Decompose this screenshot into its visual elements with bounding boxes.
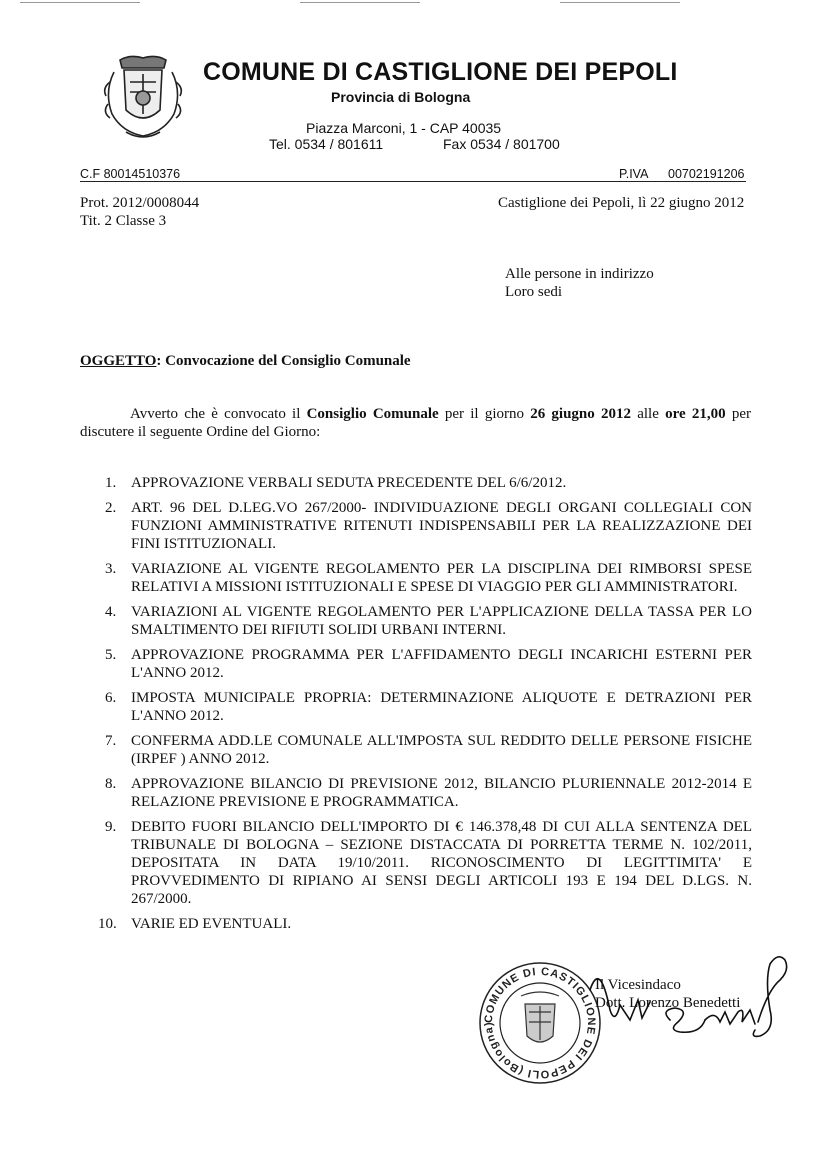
meeting-date: 26 giugno 2012 [530, 406, 631, 422]
intro-paragraph [80, 405, 751, 441]
subject-line [80, 353, 411, 370]
fiscal-code: C.F 80014510376 [80, 167, 181, 181]
agenda-item [80, 775, 752, 811]
recipient-line-1: Alle persone in indirizzo [505, 266, 654, 282]
agenda-number: 10. [98, 916, 117, 932]
agenda-list [80, 474, 752, 940]
agenda-item [80, 689, 752, 725]
agenda-number: 7. [105, 733, 117, 749]
intro-council: Consiglio Comunale [306, 406, 439, 422]
intro-text: per il giorno [438, 406, 531, 422]
agenda-number: 3. [105, 561, 117, 577]
protocol-number: Prot. 2012/0008044 [80, 195, 200, 211]
signatory-role: Il Vicesindaco [595, 977, 681, 993]
fax-number: Fax 0534 / 801700 [443, 136, 560, 152]
stamp-lettering: COMUNE DI CASTIGLIONE DEI PEPOLI (Bologna) [482, 965, 598, 1081]
agenda-number: 9. [105, 819, 117, 835]
province-name: Provincia di Bologna [331, 89, 471, 105]
agenda-text: APPROVAZIONE VERBALI SEDUTA PRECEDENTE DEL 6/6/2012. [131, 475, 567, 491]
agenda-number: 2. [105, 500, 117, 516]
agenda-item [80, 818, 752, 908]
scan-edge-mid [300, 2, 420, 3]
agenda-text: CONFERMA ADD.LE COMUNALE ALL'IMPOSTA SUL REDDITO DELLE PERSONE FISICHE (IRPEF ) ANNO 2012. [131, 733, 752, 767]
meeting-time: ore 21,00 [665, 406, 726, 422]
agenda-text: ART. 96 DEL D.LEG.VO 267/2000- INDIVIDUAZIONE DEGLI ORGANI COLLEGIALI CON FUNZIONI AMMINISTRATIVE RITENUTI INDISPENSABILI PER LA REALIZZAZIONE DEI FINI ISTITUZIONALI. [131, 500, 752, 552]
agenda-number: 6. [105, 690, 117, 706]
agenda-number: 1. [105, 475, 117, 491]
classification: Tit. 2 Classe 3 [80, 213, 167, 229]
municipality-title: COMUNE DI CASTIGLIONE DEI PEPOLI [203, 58, 678, 86]
subject-label: OGGETTO [80, 353, 157, 369]
agenda-text: APPROVAZIONE PROGRAMMA PER L'AFFIDAMENTO DEGLI INCARICHI ESTERNI PER L'ANNO 2012. [131, 647, 752, 681]
agenda-number: 5. [105, 647, 117, 663]
agenda-text: DEBITO FUORI BILANCIO DELL'IMPORTO DI € 146.378,48 DI CUI ALLA SENTENZA DEL TRIBUNALE DI BOLOGNA – SEZIONE DISTACCATA DI PORRETTA TERME N. 102/2011, DEPOSITATA IN DATA 19/10/2011. RICONOSCIMENTO DI LEGITTIMITA' E PROVVEDIMENTO DI RIPIANO AI SENSI DEGLI ARTICOLI 193 E 194 DEL D.LGS. N. 267/2000. [131, 819, 752, 907]
place-date: Castiglione dei Pepoli, lì 22 giugno 2012 [498, 195, 745, 211]
recipient-line-2: Loro sedi [505, 284, 563, 300]
vat-label: P.IVA [619, 167, 649, 181]
agenda-number: 4. [105, 604, 117, 620]
scan-edge-right [560, 2, 680, 3]
agenda-item [80, 499, 752, 553]
vat-number: 00702191206 [668, 167, 745, 181]
intro-text: per discutere il seguente Ordine del Giorno: [80, 406, 751, 440]
scan-edge-left [20, 2, 140, 3]
agenda-item [80, 646, 752, 682]
agenda-number: 8. [105, 776, 117, 792]
agenda-item [80, 474, 752, 492]
agenda-text: APPROVAZIONE BILANCIO DI PREVISIONE 2012, BILANCIO PLURIENNALE 2012-2014 E RELAZIONE PREVISIONE E PROGRAMMATICA. [131, 776, 752, 810]
agenda-text: IMPOSTA MUNICIPALE PROPRIA: DETERMINAZIONE ALIQUOTE E DETRAZIONI PER L'ANNO 2012. [131, 690, 752, 724]
municipal-crest-icon [100, 52, 186, 144]
agenda-text: VARIE ED EVENTUALI. [131, 916, 292, 932]
agenda-text: VARIAZIONI AL VIGENTE REGOLAMENTO PER L'APPLICAZIONE DELLA TASSA PER LO SMALTIMENTO DEI RIFIUTI SOLIDI URBANI INTERNI. [131, 604, 752, 638]
agenda-item [80, 560, 752, 596]
subject-text: : Convocazione del Consiglio Comunale [156, 353, 411, 369]
phone-number: Tel. 0534 / 801611 [269, 136, 384, 152]
intro-text: alle [631, 406, 666, 422]
address: Piazza Marconi, 1 - CAP 40035 [306, 120, 502, 136]
handwritten-signature-icon [580, 950, 795, 1045]
agenda-item [80, 603, 752, 639]
signatory-name: Dott. Lorenzo Benedetti [595, 995, 741, 1011]
intro-text: Avverto che è convocato il [130, 406, 307, 422]
agenda-text: VARIAZIONE AL VIGENTE REGOLAMENTO PER LA DISCIPLINA DEI RIMBORSI SPESE RELATIVI A MISSIONI ISTITUZIONALI E SPESE DI VIAGGIO PER GLI AMMINISTRATORI. [131, 561, 752, 595]
agenda-item [80, 915, 752, 933]
header-divider [80, 181, 746, 182]
agenda-item [80, 732, 752, 768]
